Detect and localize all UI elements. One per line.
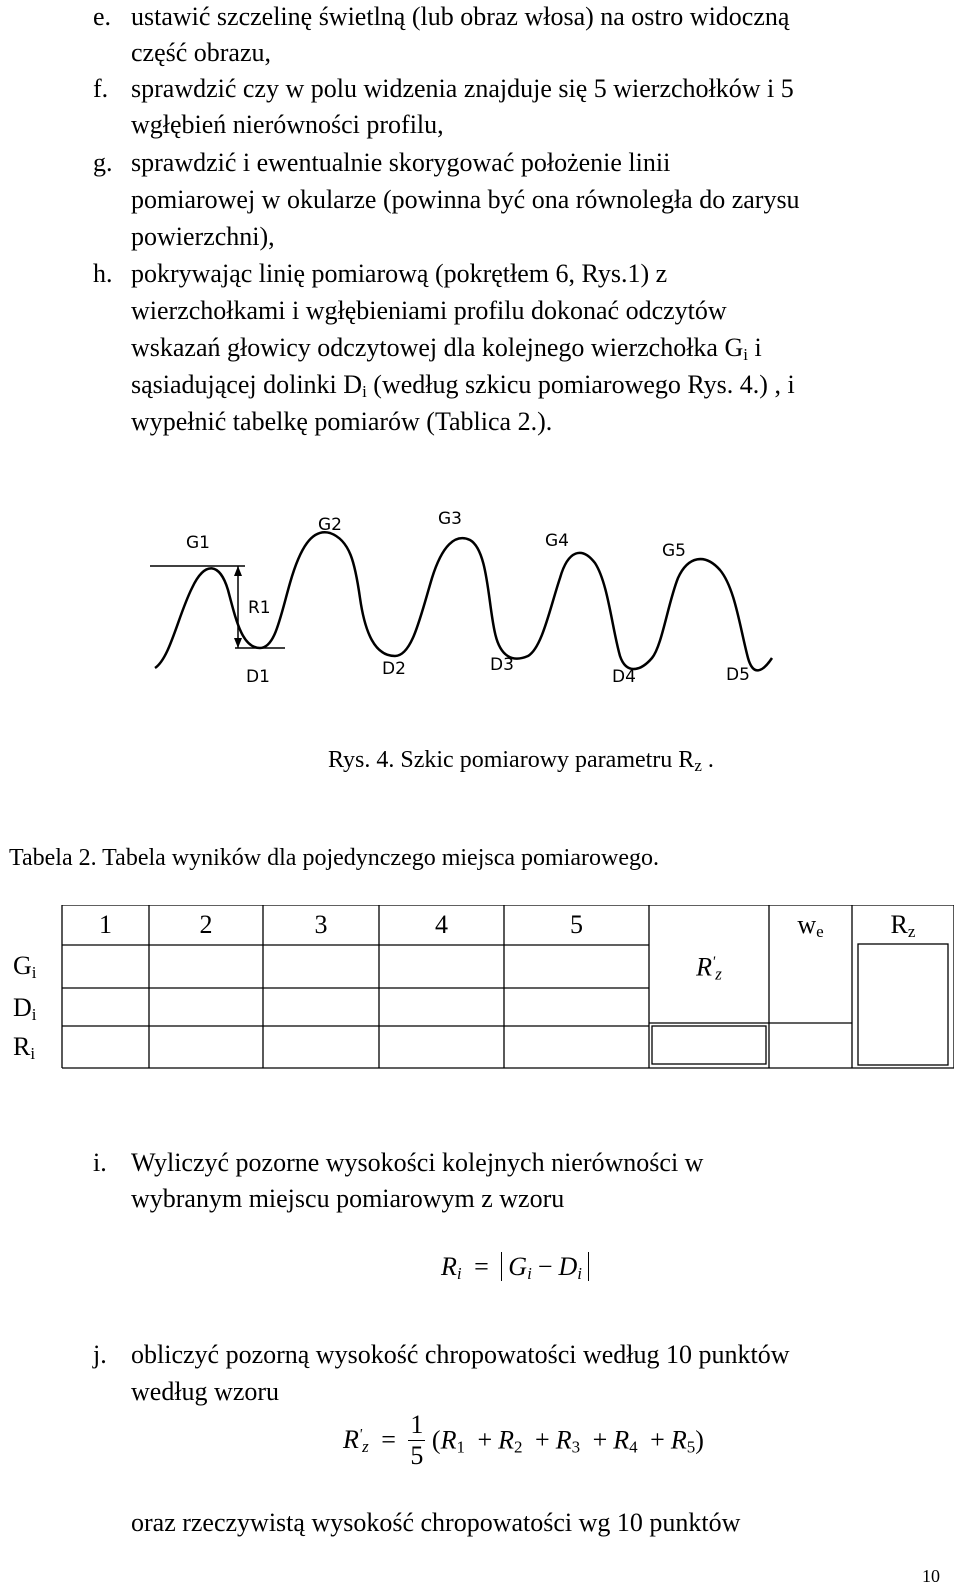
item-e-text-1: ustawić szczelinę świetlną (lub obraz włosa) na ostro widoczną	[131, 2, 790, 31]
item-e-text-2: część obrazu,	[131, 38, 272, 67]
profile-sketch-figure	[150, 508, 780, 703]
valley-label-d4: D4	[612, 667, 636, 687]
item-h-line-1	[93, 257, 667, 291]
item-h-line-4	[131, 368, 795, 402]
item-h-text-3a: wskazań głowicy odczytowej dla kolejnego wierzchołka G	[131, 333, 744, 362]
item-h-line-2	[131, 294, 727, 328]
item-h-sub-4: i	[362, 382, 367, 401]
peak-label-g4: G4	[545, 531, 569, 551]
item-f-label: f.	[93, 74, 109, 103]
final-line: oraz rzeczywistą wysokość chropowatości wg 10 punktów	[131, 1508, 741, 1537]
r1-label: R1	[248, 598, 271, 618]
item-i-text-2: wybranym miejscu pomiarowym z wzoru	[131, 1184, 565, 1213]
item-h-text-1: pokrywając linię pomiarową (pokrętłem 6, Rys.1) z	[131, 259, 668, 288]
peak-label-g1: G1	[186, 533, 210, 553]
item-f-text-2: wgłębień nierówności profilu,	[131, 110, 444, 139]
figure-caption: Rys. 4. Szkic pomiarowy parametru $R_z$ .	[328, 747, 714, 775]
item-g-text-2: pomiarowej w okularze (powinna być ona równoległa do zarysu	[131, 185, 800, 214]
item-j-line-2	[131, 1375, 279, 1409]
col-header-5: 5	[570, 910, 583, 939]
item-h-text-4a: sąsiadującej dolinki D	[131, 370, 363, 399]
page-number: 10	[922, 1566, 940, 1586]
item-g-line-2	[131, 183, 800, 217]
item-h-line-5	[131, 405, 552, 439]
valley-label-d2: D2	[382, 659, 406, 679]
r1-arrow-down	[234, 638, 242, 648]
item-g-text-3: powierzchni),	[131, 222, 275, 251]
item-f-line-2	[131, 108, 444, 142]
col-header-3: 3	[314, 910, 328, 939]
item-h-text-3b: i	[747, 333, 762, 362]
r1-arrow-up	[234, 566, 242, 576]
abs-value: $G_i - D_i$	[501, 1252, 589, 1281]
col-header-4: 4	[435, 910, 448, 939]
results-table	[9, 905, 954, 1089]
item-i-text-1: Wyliczyć pozorne wysokości kolejnych nierówności w	[131, 1148, 704, 1177]
formula-rz-prime: $R'_z$ = $\frac{1}{5}$ $(R_1 + R_2 + R_3 + R_4 + R_5)$	[343, 1410, 704, 1470]
item-h-label: h.	[93, 259, 113, 288]
row-label-g: $G_i$	[13, 951, 37, 982]
col-header-rz: $R_z$	[890, 910, 916, 941]
item-i-line-2	[131, 1182, 564, 1216]
item-g-text-1: sprawdzić i ewentualnie skorygować położenie linii	[131, 148, 671, 177]
peak-label-g5: G5	[662, 541, 686, 561]
item-g-label: g.	[93, 148, 113, 177]
row-label-r: $R_i$	[13, 1032, 36, 1063]
item-i-line-1	[93, 1146, 703, 1180]
item-f-line-1	[93, 72, 794, 106]
item-h-text-4b: (według szkicu pomiarowego Rys. 4.) , i	[366, 370, 795, 399]
formula-ri: $R_i = G_i - D_i$	[441, 1252, 589, 1282]
profile-sketch-svg	[150, 508, 780, 698]
peak-label-g2: G2	[318, 515, 342, 535]
row-label-d: $D_i$	[13, 993, 37, 1024]
item-g-line-3	[131, 220, 275, 254]
peak-label-g3: G3	[438, 509, 462, 529]
item-i-label: i.	[93, 1148, 107, 1177]
col-header-2: 2	[199, 910, 213, 939]
table-caption: Tabela 2. Tabela wyników dla pojedynczego miejsca pomiarowego.	[9, 845, 659, 871]
item-j-label: j.	[93, 1340, 107, 1369]
item-j-text-2: według wzoru	[131, 1377, 280, 1406]
col-header-1: 1	[99, 910, 112, 939]
item-e-line-2	[131, 36, 271, 70]
valley-label-d5: D5	[726, 665, 750, 685]
item-h-line-3	[131, 331, 762, 365]
item-e-line-1	[93, 0, 789, 34]
rz-prime-label: $R'_z$	[696, 952, 722, 984]
item-j-line-1	[93, 1338, 790, 1372]
item-h-text-5: wypełnić tabelkę pomiarów (Tablica 2.).	[131, 407, 553, 436]
item-j-text-1: obliczyć pozorną wysokość chropowatości według 10 punktów	[131, 1340, 790, 1369]
item-h-sub-3: i	[743, 345, 748, 364]
item-f-text-1: sprawdzić czy w polu widzenia znajduje się 5 wierzchołków i 5	[131, 74, 794, 103]
item-g-line-1	[93, 146, 670, 180]
valley-label-d3: D3	[490, 655, 514, 675]
item-e-label: e.	[93, 2, 112, 31]
col-header-we: $w_e$	[797, 910, 824, 941]
fraction-one-fifth: $\frac{1}{5}$	[410, 1410, 424, 1470]
valley-label-d1: D1	[246, 667, 270, 687]
item-h-text-2: wierzchołkami i wgłębieniami profilu dokonać odczytów	[131, 296, 727, 325]
